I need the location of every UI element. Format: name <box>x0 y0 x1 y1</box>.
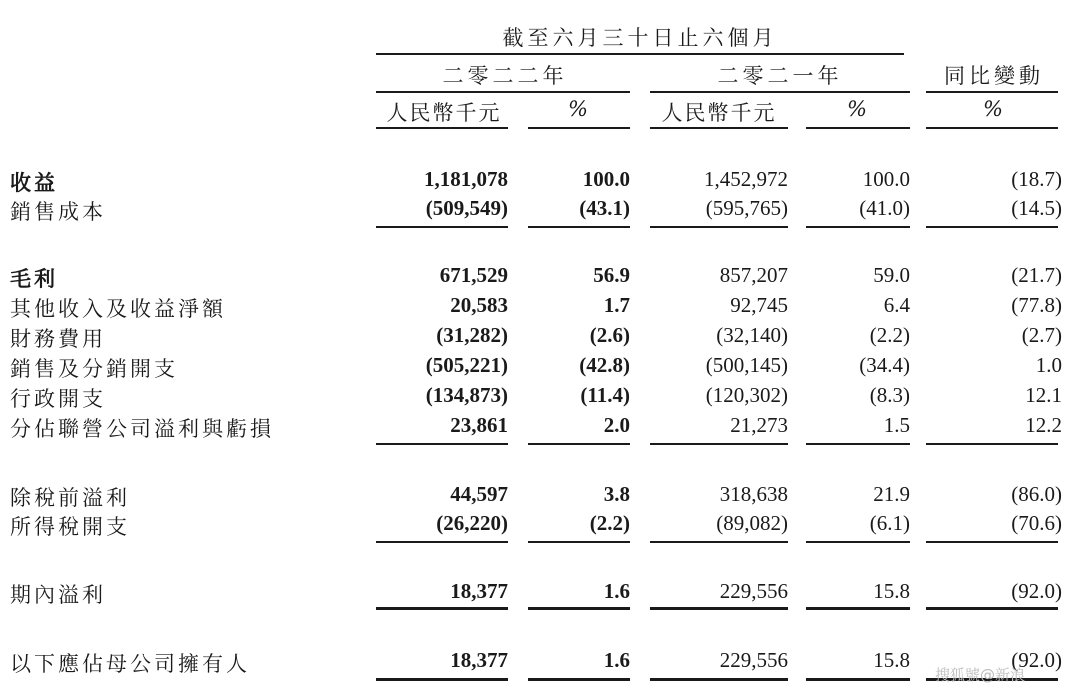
row-label: 財務費用 <box>10 327 106 351</box>
col-underline-2 <box>528 127 630 129</box>
cell-2021-value: 1,452,972 <box>704 167 788 191</box>
currency-2022-header: 人民幣千元 <box>386 101 502 125</box>
total-line-3 <box>650 678 788 681</box>
cell-2021-pct: 59.0 <box>873 263 910 287</box>
cell-yoy: 12.2 <box>1025 413 1062 437</box>
cell-2022-pct: 100.0 <box>582 167 630 191</box>
cell-2021-value: 92,745 <box>730 293 788 317</box>
total-line-5 <box>926 607 1058 610</box>
cell-yoy: 1.0 <box>1035 353 1062 377</box>
cell-2022-value: (26,220) <box>436 511 508 535</box>
cell-2021-pct: (2.2) <box>869 323 910 347</box>
cell-2021-pct: 15.8 <box>873 648 910 672</box>
cell-yoy: (21.7) <box>1011 263 1062 287</box>
subtotal-line-5 <box>926 226 1058 228</box>
row-label: 其他收入及收益淨額 <box>10 297 226 321</box>
year-2022-underline <box>376 91 630 93</box>
cell-2021-value: (500,145) <box>705 353 788 377</box>
subtotal-line-5 <box>926 541 1058 543</box>
cell-2021-value: 229,556 <box>719 579 788 603</box>
cell-2022-pct: (2.6) <box>589 323 630 347</box>
total-line-1 <box>376 607 508 610</box>
row-label: 毛利 <box>10 267 58 291</box>
cell-2022-value: 18,377 <box>450 579 508 603</box>
row-label: 收益 <box>10 171 58 195</box>
cell-2022-value: (509,549) <box>425 196 508 220</box>
col-underline-4 <box>806 127 910 129</box>
cell-2021-pct: (41.0) <box>859 196 910 220</box>
cell-2021-pct: (8.3) <box>869 383 910 407</box>
subtotal-line-2 <box>528 443 630 445</box>
cell-2022-value: (134,873) <box>425 383 508 407</box>
cell-2022-pct: 56.9 <box>593 263 630 287</box>
cell-2022-pct: (11.4) <box>580 383 630 407</box>
col-underline-1 <box>376 127 508 129</box>
cell-2022-value: 671,529 <box>439 263 508 287</box>
subtotal-line-1 <box>376 443 508 445</box>
row-label: 除稅前溢利 <box>10 486 130 510</box>
cell-2021-value: (89,082) <box>716 511 788 535</box>
cell-yoy: 12.1 <box>1025 383 1062 407</box>
cell-2022-pct: 1.6 <box>603 579 630 603</box>
row-label: 銷售及分銷開支 <box>10 357 178 381</box>
subtotal-line-3 <box>650 541 788 543</box>
subtotal-line-1 <box>376 541 508 543</box>
subtotal-line-2 <box>528 226 630 228</box>
cell-2021-value: (120,302) <box>705 383 788 407</box>
cell-2022-pct: 3.8 <box>603 482 630 506</box>
currency-2021-header: 人民幣千元 <box>661 101 777 125</box>
cell-2021-value: (32,140) <box>716 323 788 347</box>
cell-2021-value: 21,273 <box>730 413 788 437</box>
cell-yoy: (92.0) <box>1011 648 1062 672</box>
subtotal-line-5 <box>926 443 1058 445</box>
cell-2021-value: 318,638 <box>719 482 788 506</box>
total-line-2 <box>528 607 630 610</box>
cell-2021-pct: 6.4 <box>883 293 910 317</box>
subtotal-line-2 <box>528 541 630 543</box>
year-2021-underline <box>650 91 910 93</box>
total-line-3 <box>650 607 788 610</box>
cell-2021-pct: (34.4) <box>859 353 910 377</box>
year-2021-header: 二零二一年 <box>717 64 843 88</box>
period-underline <box>376 53 904 55</box>
cell-2022-pct: 1.7 <box>603 293 630 317</box>
cell-yoy: (14.5) <box>1011 196 1062 220</box>
cell-2021-value: 229,556 <box>719 648 788 672</box>
yoy-header: 同比變動 <box>944 64 1044 88</box>
period-header: 截至六月三十日止六個月 <box>502 26 778 50</box>
cell-2021-pct: 21.9 <box>873 482 910 506</box>
row-label: 銷售成本 <box>10 200 106 224</box>
col-underline-5 <box>926 127 1058 129</box>
pct-2021-header: % <box>847 97 869 121</box>
cell-2021-value: (595,765) <box>705 196 788 220</box>
cell-2021-pct: 1.5 <box>883 413 910 437</box>
row-label: 分佔聯營公司溢利與虧損 <box>10 417 274 441</box>
cell-yoy: (86.0) <box>1011 482 1062 506</box>
cell-2022-pct: (42.8) <box>579 353 630 377</box>
cell-2022-value: 23,861 <box>450 413 508 437</box>
total-line-1 <box>376 678 508 681</box>
row-label: 期內溢利 <box>10 583 106 607</box>
pct-yoy-header: % <box>983 97 1005 121</box>
cell-2022-value: (505,221) <box>425 353 508 377</box>
cell-2022-pct: 1.6 <box>603 648 630 672</box>
cell-2022-value: (31,282) <box>436 323 508 347</box>
cell-yoy: (70.6) <box>1011 511 1062 535</box>
cell-yoy: (77.8) <box>1011 293 1062 317</box>
cell-2022-value: 44,597 <box>450 482 508 506</box>
cell-2022-value: 18,377 <box>450 648 508 672</box>
cell-2022-pct: 2.0 <box>603 413 630 437</box>
cell-2022-pct: (43.1) <box>579 196 630 220</box>
row-label: 以下應佔母公司擁有人 <box>10 652 250 676</box>
cell-2021-pct: 15.8 <box>873 579 910 603</box>
subtotal-line-4 <box>806 226 910 228</box>
subtotal-line-3 <box>650 226 788 228</box>
cell-2022-value: 1,181,078 <box>424 167 508 191</box>
cell-yoy: (18.7) <box>1011 167 1062 191</box>
cell-yoy: (92.0) <box>1011 579 1062 603</box>
cell-2021-pct: 100.0 <box>862 167 910 191</box>
col-underline-3 <box>650 127 788 129</box>
subtotal-line-1 <box>376 226 508 228</box>
cell-yoy: (2.7) <box>1021 323 1062 347</box>
cell-2021-pct: (6.1) <box>869 511 910 535</box>
cell-2022-value: 20,583 <box>450 293 508 317</box>
subtotal-line-4 <box>806 443 910 445</box>
cell-2022-pct: (2.2) <box>589 511 630 535</box>
year-2022-header: 二零二二年 <box>442 64 568 88</box>
subtotal-line-3 <box>650 443 788 445</box>
total-line-2 <box>528 678 630 681</box>
row-label: 行政開支 <box>10 387 106 411</box>
cell-2021-value: 857,207 <box>719 263 788 287</box>
row-label: 所得稅開支 <box>10 515 130 539</box>
pct-2022-header: % <box>568 97 590 121</box>
total-line-4 <box>806 607 910 610</box>
subtotal-line-4 <box>806 541 910 543</box>
total-line-4 <box>806 678 910 681</box>
watermark: 搜狐號@新浪 <box>935 666 1026 684</box>
yoy-underline <box>926 91 1058 93</box>
